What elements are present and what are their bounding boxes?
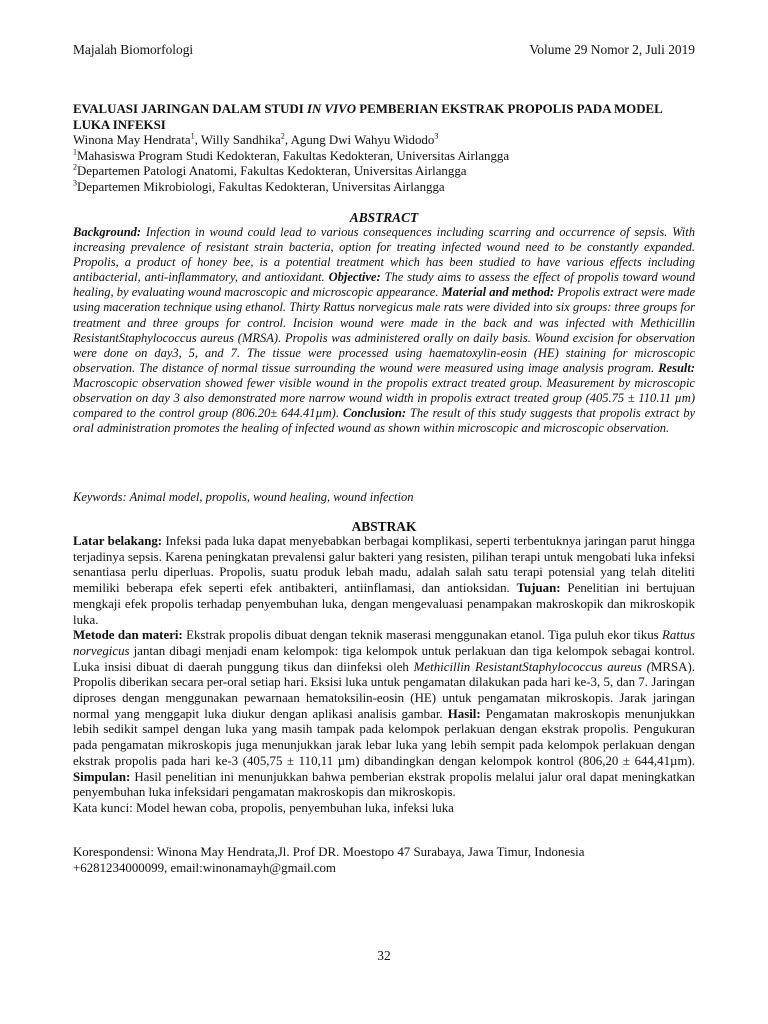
metode-text-1: Ekstrak propolis dibuat dengan teknik maserasi menggunakan etanol. Tiga puluh ekor tikus (182, 628, 663, 643)
correspondence-line-1: Korespondensi: Winona May Hendrata,Jl. Prof DR. Moestopo 47 Surabaya, Jawa Timur, Indonesia (73, 845, 585, 859)
authors-line (73, 133, 695, 149)
hasil-text: Pengamatan makroskopis menunjukkan lebih sedikit sampel dengan luka yang masih tampak pada kelompok perlakuan dengan ekstrak propolis. Pengukuran pada pengamatan mikroskopis juga menunjukkan jarak lebar luka yang lebih sempit pada kelompok perlakuan dengan ekstrak propolis pada hari ke-3 (405,75 ± 110,11 µm) dibandingkan dengan kelompok kontrol (806,20 ± 644,41µm). (73, 706, 695, 768)
metode-text-3: MRSA). Propolis diberikan secara per-oral setiap hari. Eksisi luka untuk pengamatan dilakukan pada hari ke-3, 5, dan 7. Jaringan diproses dengan menggunakan pewarnaan hematoksilin-eosin (HE) untuk pengamatan mikroskopis. Jarak jaringan normal yang menggapit luka diukur dengan aplikasi analisis gambar. (73, 659, 695, 721)
abstract-heading: ABSTRACT (349, 210, 419, 225)
metode-text-2: jantan dibagi menjadi enam kelompok: tiga kelompok untuk perlakuan dan tiga kelompok sebagai kontrol. Luka insisi dibuat di daerah punggung tikus dan diinfeksi oleh (73, 643, 695, 674)
title-part2: PEMBERIAN EKSTRAK PROPOLIS PADA MODEL LUKA INFEKSI (73, 102, 663, 132)
hasil-label: Hasil: (447, 706, 481, 721)
affiliation-3-sup: 3 (73, 178, 77, 188)
affiliation-2 (73, 164, 695, 180)
journal-name: Majalah Biomorfologi (73, 42, 194, 57)
metode-label: Metode dan materi: (73, 628, 183, 643)
kata-kunci: Kata kunci: Model hewan coba, propolis, penyembuhan luka, infeksi luka (73, 800, 454, 815)
title-part1: EVALUASI JARINGAN DALAM STUDI (73, 102, 307, 116)
background-label: Background: (73, 225, 142, 239)
method-label: Material and method: (441, 285, 555, 300)
objective-text: The study aims to assess the effect of propolis toward wound healing, by evaluating wound macroscopic and microscopic appearance. (73, 270, 695, 300)
latar-text: Infeksi pada luka dapat menyebabkan berbagai komplikasi, seperti terbentuknya jaringan parut hingga terjadinya sepsis. Karena peningkatan prevalensi galur bakteri yang resisten, pilihan terapi untuk mengobati luka infeksi senantiasa perlu diperluas. Propolis, suatu produk lebah madu, adalah salah satu terapi potensial yang telah diteliti memiliki beberapa efek seperti efek antibakteri, antiinflamasi, dan antioksidan. (73, 534, 695, 596)
keywords-english: Keywords: Animal model, propolis, wound healing, wound infection (73, 490, 414, 504)
abstrak-heading: ABSTRAK (351, 519, 417, 534)
simpulan-text: Hasil penelitian ini menunjukkan bahwa pemberian ekstrak propolis melalui jalur oral dapat meningkatkan penyembuhan luka infeksidari pengamatan makroskopis dan mikroskopis. (73, 769, 695, 800)
tujuan-text: Penelitian ini bertujuan mengkaji efek propolis terhadap penyembuhan luka, dengan mengevaluasi penampakan makroskopik dan mikroskopik luka. (73, 581, 695, 627)
objective-label: Objective: (328, 270, 381, 285)
title-italic: IN VIVO (306, 102, 357, 116)
abstrak-body (73, 534, 695, 817)
simpulan-label: Simpulan: (73, 769, 131, 784)
metode-species: Rattus norvegicus (73, 628, 695, 658)
author-3: Agung Dwi Wahyu Widodo (290, 133, 435, 147)
author-separator: , (284, 133, 291, 147)
author-1: Winona May Hendrata (73, 133, 191, 147)
affiliation-1-sup: 1 (73, 147, 77, 157)
abstract-body (73, 225, 695, 436)
paper-title (73, 102, 695, 133)
author-separator: , (194, 133, 201, 147)
result-text: Macroscopic observation showed fewer visible wound in the propolis extract treated group. Measurement by microscopic observation on day 3 also demonstrated more narrow wound width in propolis extract treated group (405.75 ± 110.11 µm) compared to the control group (806.20± 644.41µm). (73, 375, 695, 421)
author-2: Willy Sandhika (200, 133, 281, 147)
conclusion-text: The result of this study suggests that propolis extract by oral administration promotes the healing of infected wound as shown within microscopic and microscopic observation. (73, 406, 695, 436)
abstrak-para-2 (73, 628, 695, 801)
page-number: 32 (377, 948, 391, 963)
latar-label: Latar belakang: (73, 534, 163, 548)
affiliation-3 (73, 180, 695, 196)
volume-info: Volume 29 Nomor 2, Juli 2019 (529, 42, 695, 57)
abstrak-para-1 (73, 534, 695, 628)
conclusion-label: Conclusion: (342, 406, 407, 421)
affiliation-2-text: Departemen Patologi Anatomi, Fakultas Kedokteran, Universitas Airlangga (77, 164, 467, 179)
tujuan-label: Tujuan: (516, 581, 561, 596)
author-1-sup: 1 (190, 131, 195, 141)
affiliation-3-text: Departemen Mikrobiologi, Fakultas Kedokteran, Universitas Airlangga (77, 179, 445, 194)
correspondence (73, 845, 695, 876)
metode-bacteria: Methicillin ResistantStaphylococcus aureus ( (413, 659, 651, 674)
affiliation-2-sup: 2 (73, 162, 77, 172)
method-text: Propolis extract were made using maceration technique using ethanol. Thirty Rattus norvegicus male rats were divided into six groups: three groups for treatment and three groups for control. Incision wound were made in the back and was infected with Methicillin ResistantStaphylococcus aureus (MRSA). Propolis was administered orally on daily basis. Wound excision for observation were done on day3, 5, and 7. The tissue were processed using haematoxylin-eosin (HE) staining for microscopic observation. The distance of normal tissue surrounding the wound were measured using image analysis program. (73, 285, 695, 375)
author-block (73, 133, 695, 195)
correspondence-line-2: +6281234000099, email:winonamayh@gmail.com (73, 860, 336, 875)
background-text: Infection in wound could lead to various consequences including scarring and occurrence of sepsis. With increasing prevalence of resistant strain bacteria, option for treating infected wound need to be constantly expanded. Propolis, a product of honey bee, is a potential treatment which has been studied to have various effects including antibacterial, anti-inflammatory, and antioxidant. (73, 225, 695, 285)
result-label: Result: (658, 360, 695, 375)
author-3-sup: 3 (434, 131, 439, 141)
affiliation-1 (73, 149, 695, 165)
affiliation-1-text: Mahasiswa Program Studi Kedokteran, Fakultas Kedokteran, Universitas Airlangga (77, 148, 510, 163)
author-2-sup: 2 (280, 131, 285, 141)
